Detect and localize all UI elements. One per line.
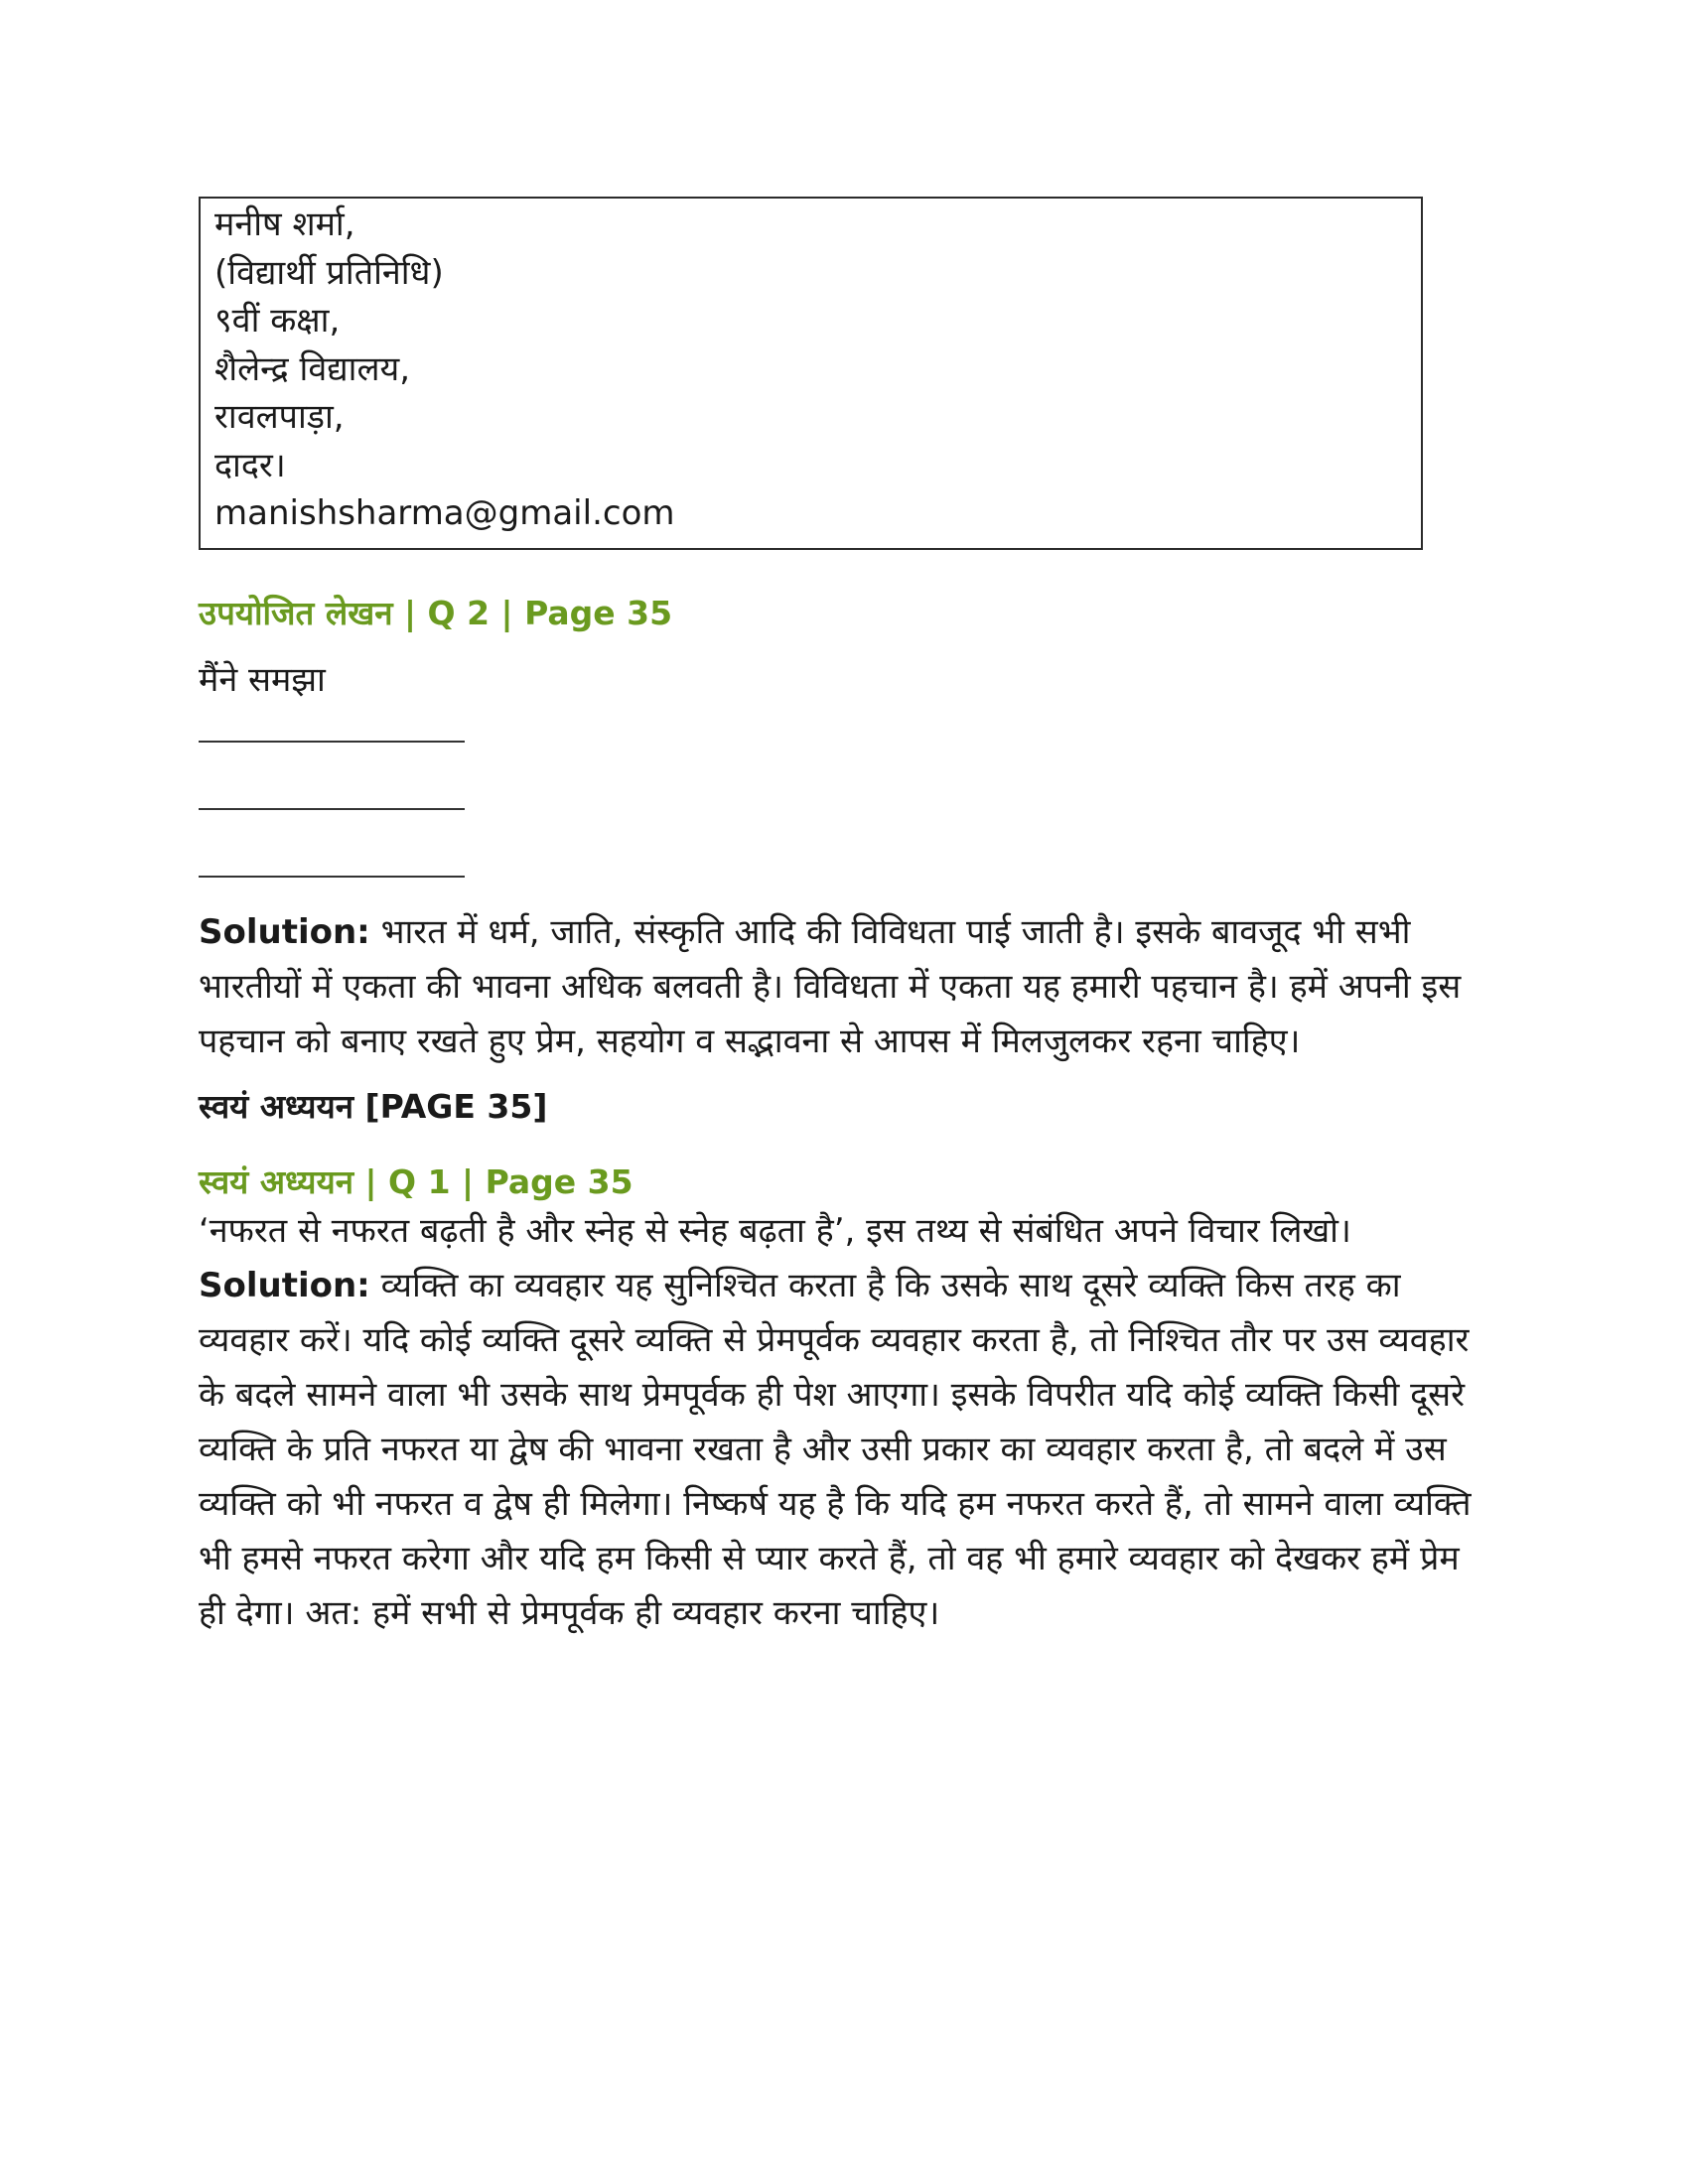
solution-paragraph-1: [199, 905, 1489, 1069]
blank-line-1: [199, 741, 465, 743]
section-heading-swayam-adhyayan-q1: स्वयं अध्ययन | Q 1 | Page 35: [199, 1162, 633, 1201]
solution-text: भारत में धर्म, जाति, संस्कृति आदि की विविधता पाई जाती है। इसके बावजूद भी सभी भारतीयों में एकता की भावना अधिक बलवती है। विविधता में एकता यह हमारी पहचान है। हमें अपनी इस पहचान को बनाए रखते हुए प्रेम, सहयोग व सद्भावना से आपस में मिलजुलकर रहना चाहिए।: [199, 912, 1462, 1061]
prompt-text: मैंने समझा: [199, 660, 326, 700]
document-page: [199, 197, 1489, 1641]
blank-line-3: [199, 876, 465, 878]
section-heading-upyojit-lekhan: उपयोजित लेखन | Q 2 | Page 35: [199, 594, 673, 632]
address-line-class: ९वीं कक्षा,: [214, 301, 341, 341]
address-line-locality: रावलपाड़ा,: [214, 397, 345, 437]
address-line-role: (विद्यार्थी प्रतिनिधि): [214, 252, 444, 293]
solution-text: व्यक्ति का व्यवहार यह सुनिश्चित करता है कि उसके साथ दूसरे व्यक्ति किस तरह का व्यवहार करें। यदि कोई व्यक्ति दूसरे व्यक्ति से प्रेमपूर्वक व्यवहार करता है, तो निश्चित तौर पर उस व्यवहार के बदले सामने वाला भी उसके साथ प्रेमपूर्वक ही पेश आएगा। इसके विपरीत यदि कोई व्यक्ति किसी दूसरे व्यक्ति के प्रति नफरत या द्वेष की भावना रखता है और उसी प्रकार का व्यवहार करता है, तो बदले में उस व्यक्ति को भी नफरत व द्वेष ही मिलेगा। निष्कर्ष यह है कि यदि हम नफरत करते हैं, तो सामने वाला व्यक्ति भी हमसे नफरत करेगा और यदि हम किसी से प्यार करते हैं, तो वह भी हमारे व्यवहार को देखकर हमें प्रेम ही देगा। अत: हमें सभी से प्रेमपूर्वक ही व्यवहार करना चाहिए।: [199, 1266, 1472, 1633]
blank-line-2: [199, 808, 465, 810]
solution-paragraph-2: [199, 1259, 1489, 1641]
address-box: [199, 197, 1423, 550]
address-line-name: मनीष शर्मा,: [214, 205, 355, 244]
address-line-city: दादर।: [214, 445, 286, 485]
section-heading-swayam-adhyayan-page: स्वयं अध्ययन [PAGE 35]: [199, 1087, 548, 1126]
question-text: ‘नफरत से नफरत बढ़ती है और स्नेह से स्नेह बढ़ता है’, इस तथ्य से संबंधित अपने विचार लिखो।: [199, 1211, 1351, 1251]
address-line-school: शैलेन्द्र विद्यालय,: [214, 348, 411, 389]
address-line-email: manishsharma@gmail.com: [214, 493, 675, 533]
solution-label: Solution:: [199, 912, 370, 952]
solution-label: Solution:: [199, 1266, 370, 1305]
